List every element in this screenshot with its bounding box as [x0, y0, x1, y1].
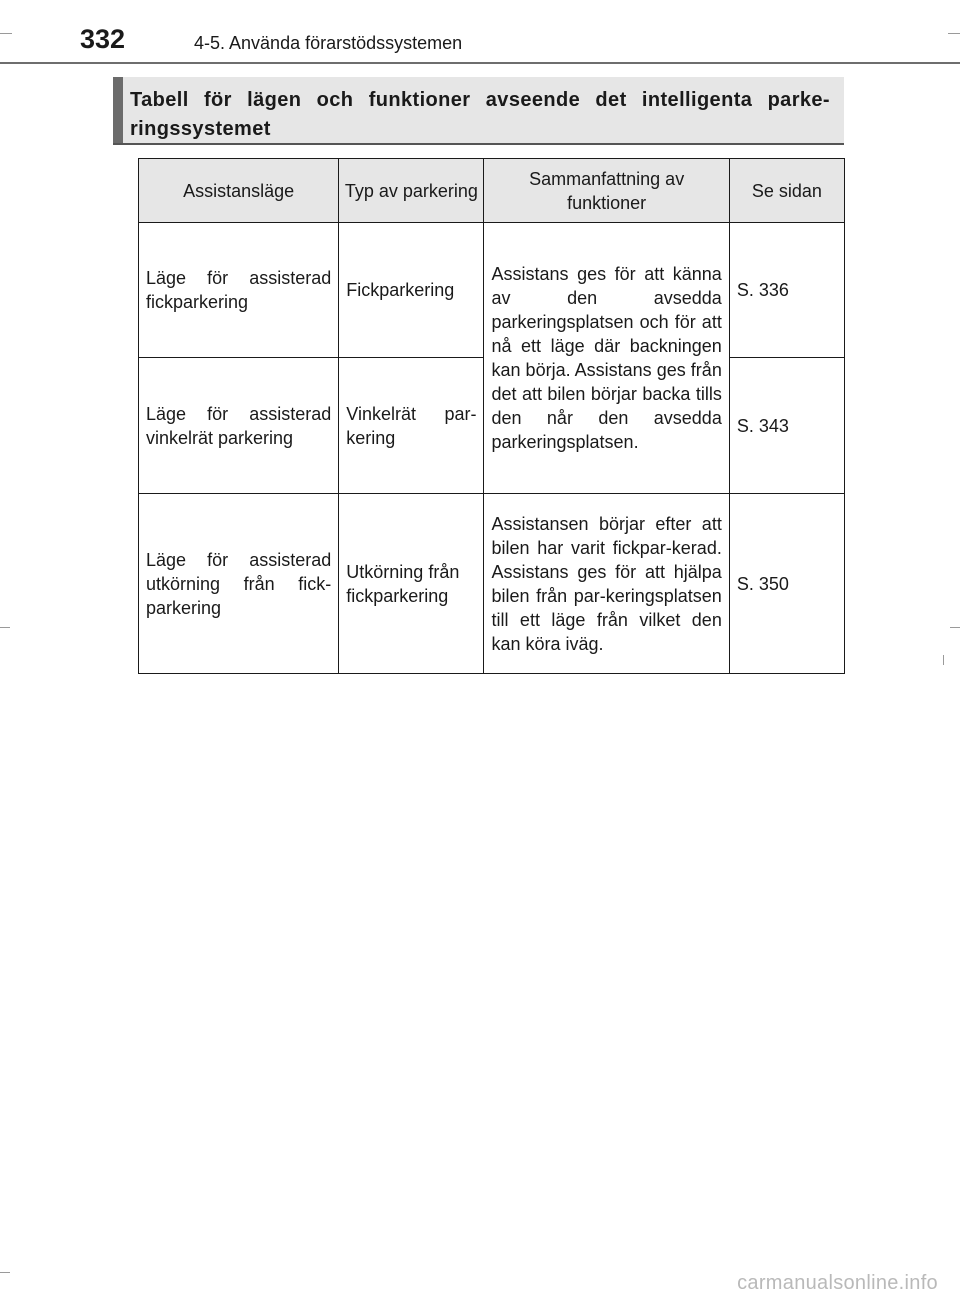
table-row	[139, 223, 845, 358]
crop-mark	[950, 627, 960, 628]
cell-mode: Läge för assisterad fickparkering	[139, 223, 339, 358]
page-number: 332	[80, 24, 126, 54]
crop-mark	[943, 655, 944, 665]
cell-mode: Läge för assisterad vinkelrät parkering	[139, 358, 339, 494]
crop-mark	[0, 1272, 10, 1273]
column-header-mode: Assistansläge	[139, 159, 339, 223]
header-rule	[0, 62, 960, 64]
cell-summary: Assistansen börjar efter att bilen har varit fickpar-kerad. Assistans ges för att hjälpa bilen från par-keringsplatsen till ett läge från vilket den kan köra iväg.	[484, 494, 729, 674]
cell-type: Fickparkering	[339, 223, 484, 358]
crop-mark	[0, 627, 10, 628]
cell-page: S. 343	[729, 358, 844, 494]
cell-page: S. 336	[729, 223, 844, 358]
cell-page: S. 350	[729, 494, 844, 674]
table-row	[139, 494, 845, 674]
watermark: carmanualsonline.info	[737, 1272, 938, 1294]
section-heading-box	[113, 77, 844, 145]
cell-summary: Assistans ges för att känna av den avsedda parkeringsplatsen och för att nå ett läge där backningen kan börja. Assistans ges från det att bilen börjar backa tills den når den avsedda parkeringsplatsen.	[484, 223, 729, 494]
cell-type: Utkörning från fickparkering	[339, 494, 484, 674]
cell-mode: Läge för assisterad utkörning från fick-parkering	[139, 494, 339, 674]
column-header-page: Se sidan	[729, 159, 844, 223]
column-header-summary: Sammanfattning av funktioner	[484, 159, 729, 223]
table-header-row	[139, 159, 845, 223]
chapter-title: 4-5. Använda förarstödssystemen	[194, 33, 463, 53]
parking-modes-table	[138, 158, 845, 674]
column-header-type: Typ av parkering	[339, 159, 484, 223]
section-heading-bar	[113, 77, 123, 143]
crop-mark	[0, 33, 12, 34]
section-title: Tabell för lägen och funktioner avseende det intelligenta parke-ringssystemet	[130, 89, 830, 140]
cell-type: Vinkelrät par-kering	[339, 358, 484, 494]
crop-mark	[948, 33, 960, 34]
